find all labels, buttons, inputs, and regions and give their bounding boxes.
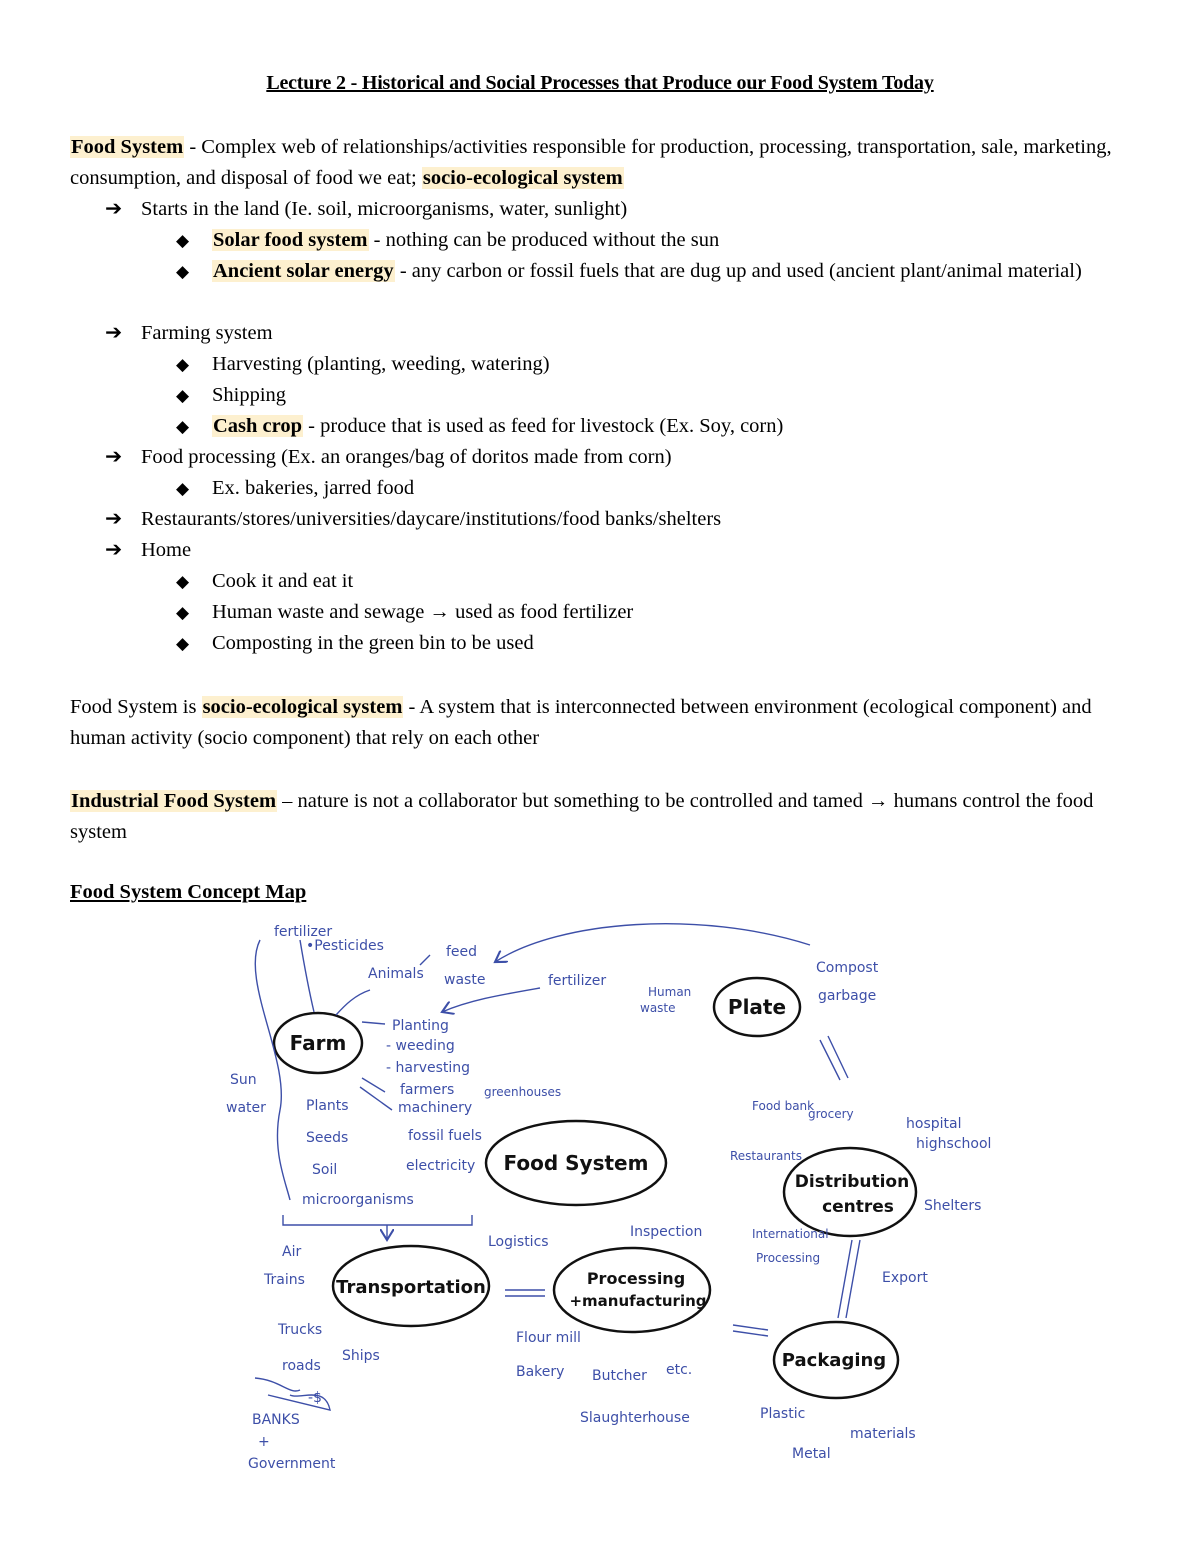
svg-text:electricity: electricity: [406, 1158, 476, 1174]
svg-text:BANKS: BANKS: [252, 1412, 300, 1428]
sub-bullet-item: ◆ Solar food system - nothing can be produced without the sun: [176, 225, 1126, 256]
svg-text:fertilizer: fertilizer: [274, 924, 333, 940]
sub-bullet-item: ◆ Ex. bakeries, jarred food: [176, 473, 1126, 504]
svg-text:fossil fuels: fossil fuels: [408, 1128, 482, 1144]
svg-text:Logistics: Logistics: [488, 1234, 549, 1250]
sub-bullet-item: ◆ Harvesting (planting, weeding, watering): [176, 349, 1126, 380]
svg-text:roads: roads: [282, 1358, 321, 1374]
svg-text:- weeding: - weeding: [386, 1038, 455, 1054]
svg-text:Restaurants: Restaurants: [730, 1149, 802, 1163]
svg-text:Seeds: Seeds: [306, 1130, 349, 1146]
term-socio-ecological: socio-ecological system: [422, 167, 623, 189]
svg-text:feed: feed: [446, 944, 478, 960]
svg-text:waste: waste: [444, 972, 486, 988]
socio-ecological-definition: Food System is socio-ecological system - A system that is interconnected between environment (ecological component) and human activity (socio component) that rely on each other: [70, 696, 1092, 749]
sub-bullet-item: ◆ Composting in the green bin to be used: [176, 628, 1126, 659]
definition-text: - Complex web of relationships/activities responsible for production, processing, transportation, sale, marketing, consumption, and disposal of food we eat;: [70, 136, 1112, 189]
svg-text:Trains: Trains: [264, 1272, 305, 1288]
bullet-item: ➔ Home: [105, 535, 1125, 566]
svg-text:fertilizer: fertilizer: [548, 973, 607, 989]
svg-text:- harvesting: - harvesting: [386, 1060, 471, 1076]
svg-text:hospital: hospital: [906, 1116, 962, 1132]
page-title: Lecture 2 - Historical and Social Processes that Produce our Food System Today: [266, 72, 934, 94]
svg-text:Planting: Planting: [392, 1018, 449, 1034]
svg-text:•Pesticides: •Pesticides: [306, 938, 384, 954]
arrow-bullet-icon: ➔: [105, 508, 123, 530]
distribution-label-2: centres: [822, 1197, 894, 1217]
svg-text:International: International: [752, 1227, 829, 1241]
industrial-food-system-definition: Industrial Food System – nature is not a collaborator but something to be controlled and tamed → humans control the food system: [70, 790, 1094, 843]
svg-text:Trucks: Trucks: [278, 1322, 323, 1338]
arrow-bullet-icon: ➔: [105, 446, 123, 468]
plate-label: Plate: [727, 995, 787, 1019]
svg-text:Butcher: Butcher: [592, 1368, 647, 1384]
svg-text:Bakery: Bakery: [516, 1364, 565, 1380]
term-socio-ecological: socio-ecological system: [202, 696, 403, 718]
term-food-system: Food System: [71, 136, 184, 158]
distribution-label: Distribution: [794, 1172, 910, 1192]
svg-text:Food bank: Food bank: [752, 1099, 815, 1113]
svg-text:grocery: grocery: [808, 1107, 854, 1121]
diamond-bullet-icon: ◆: [176, 355, 190, 374]
svg-text:microorganisms: microorganisms: [302, 1192, 414, 1208]
diamond-bullet-icon: ◆: [176, 572, 190, 591]
svg-text:Shelters: Shelters: [924, 1198, 982, 1214]
sub-bullet-item: ◆ Shipping: [176, 380, 1126, 411]
diamond-bullet-icon: ◆: [176, 634, 190, 653]
svg-text:Slaughterhouse: Slaughterhouse: [580, 1410, 690, 1426]
svg-text:etc.: etc.: [666, 1362, 693, 1378]
bullet-item: ➔ Food processing (Ex. an oranges/bag of doritos made from corn): [105, 442, 1125, 473]
svg-text:greenhouses: greenhouses: [484, 1085, 562, 1099]
diamond-bullet-icon: ◆: [176, 231, 190, 250]
sub-bullet-item: ◆ Human waste and sewage → used as food fertilizer: [176, 597, 1126, 628]
diamond-bullet-icon: ◆: [176, 603, 190, 622]
manufacturing-label: +manufacturing: [569, 1292, 707, 1310]
svg-text:-$: -$: [308, 1390, 322, 1406]
processing-label: Processing: [586, 1269, 686, 1288]
svg-text:Plastic: Plastic: [760, 1406, 806, 1422]
term-industrial-food-system: Industrial Food System: [71, 790, 277, 812]
food-system-label: Food System: [503, 1151, 649, 1175]
svg-text:Inspection: Inspection: [630, 1224, 703, 1240]
bullet-item: ➔ Farming system: [105, 318, 1125, 349]
diamond-bullet-icon: ◆: [176, 386, 190, 405]
svg-text:+: +: [258, 1434, 270, 1450]
bullet-item: ➔ Restaurants/stores/universities/daycare/institutions/food banks/shelters: [105, 504, 1125, 535]
concept-map-heading: Food System Concept Map: [70, 881, 307, 903]
svg-text:Export: Export: [882, 1270, 928, 1286]
diamond-bullet-icon: ◆: [176, 479, 190, 498]
svg-text:Animals: Animals: [368, 966, 424, 982]
svg-text:waste: waste: [640, 1001, 676, 1015]
diamond-bullet-icon: ◆: [176, 262, 190, 281]
svg-text:farmers: farmers: [400, 1082, 455, 1098]
packaging-label: Packaging: [781, 1350, 887, 1371]
bullet-item: ➔ Starts in the land (Ie. soil, microorganisms, water, sunlight): [105, 194, 1125, 225]
processing-node: [554, 1248, 710, 1332]
arrow-bullet-icon: ➔: [105, 539, 123, 561]
svg-text:Flour mill: Flour mill: [516, 1330, 581, 1346]
arrow-bullet-icon: ➔: [105, 322, 123, 344]
svg-text:Ships: Ships: [342, 1348, 380, 1364]
sub-bullet-item: ◆ Ancient solar energy - any carbon or fossil fuels that are dug up and used (ancient plant/animal material): [176, 256, 1126, 287]
sub-bullet-item: ◆ Cook it and eat it: [176, 566, 1126, 597]
distribution-node: [784, 1148, 916, 1236]
svg-text:garbage: garbage: [818, 988, 877, 1004]
svg-text:Human: Human: [648, 985, 692, 999]
svg-text:Sun: Sun: [230, 1072, 257, 1088]
svg-text:Compost: Compost: [816, 960, 879, 976]
svg-text:highschool: highschool: [916, 1136, 992, 1152]
svg-text:Plants: Plants: [306, 1098, 349, 1114]
svg-text:Government: Government: [248, 1456, 336, 1472]
svg-text:water: water: [226, 1100, 266, 1116]
diamond-bullet-icon: ◆: [176, 417, 190, 436]
svg-text:machinery: machinery: [398, 1100, 473, 1116]
svg-text:Processing: Processing: [756, 1251, 821, 1265]
transportation-label: Transportation: [336, 1277, 486, 1298]
svg-text:Soil: Soil: [312, 1162, 338, 1178]
farm-label: Farm: [289, 1031, 347, 1055]
svg-text:Air: Air: [282, 1244, 302, 1260]
svg-text:materials: materials: [850, 1426, 916, 1442]
sub-bullet-item: ◆ Cash crop - produce that is used as feed for livestock (Ex. Soy, corn): [176, 411, 1126, 442]
arrow-bullet-icon: ➔: [105, 198, 123, 220]
svg-text:Metal: Metal: [792, 1446, 831, 1462]
